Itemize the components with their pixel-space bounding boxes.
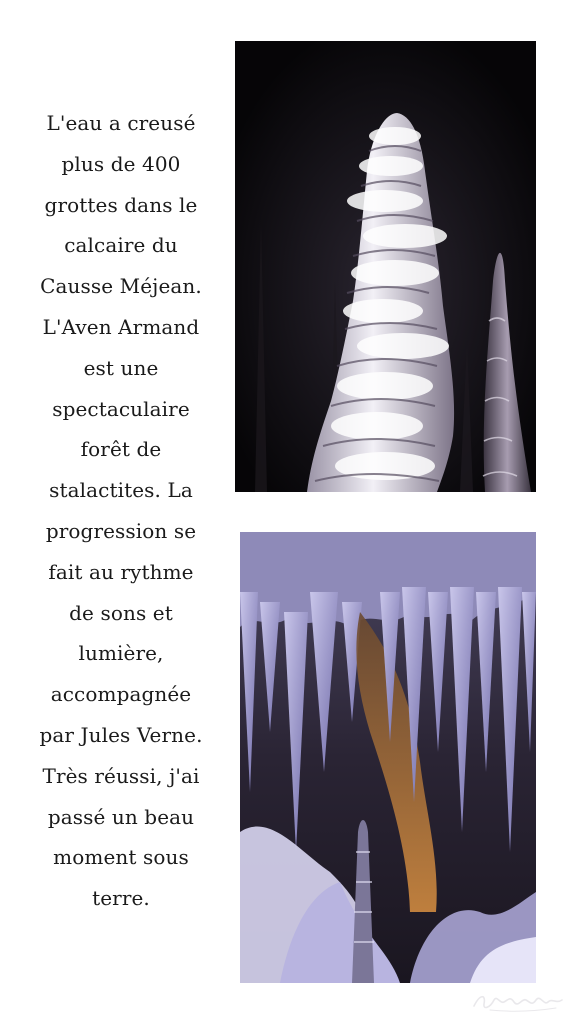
caption-line: par Jules Verne. bbox=[39, 722, 203, 747]
caption-text bbox=[18, 103, 224, 919]
caption-line: passé un beau bbox=[47, 804, 195, 829]
caption-line: Causse Méjean. bbox=[40, 274, 202, 299]
caption-line: progression se bbox=[45, 518, 197, 543]
caption-line: lumière, bbox=[78, 641, 164, 666]
caption-line: calcaire du bbox=[64, 233, 178, 258]
caption-line: terre. bbox=[92, 886, 150, 911]
caption-line: grottes dans le bbox=[44, 192, 198, 217]
caption-line: Très réussi, j'ai bbox=[42, 763, 200, 788]
caption-line: L'eau a creusé bbox=[46, 111, 196, 135]
caption-line: plus de 400 bbox=[61, 151, 181, 176]
caption-line: est une bbox=[83, 355, 159, 380]
stalagmite-image bbox=[235, 41, 536, 492]
caption-line: forêt de bbox=[80, 437, 162, 462]
signature-logo bbox=[470, 988, 566, 1014]
caption-line: de sons et bbox=[69, 600, 173, 625]
signature-logo-graphic bbox=[470, 988, 566, 1014]
caption-line: moment sous bbox=[53, 845, 189, 870]
stalagmite-photo bbox=[235, 41, 536, 492]
caption-line: L'Aven Armand bbox=[42, 314, 200, 339]
caption-line: accompagnée bbox=[50, 682, 192, 707]
caption-line: fait au rythme bbox=[48, 559, 194, 584]
stalactite-image bbox=[240, 532, 536, 983]
caption-line: stalactites. La bbox=[49, 478, 193, 503]
stalactite-photo bbox=[240, 532, 536, 983]
caption-line: spectaculaire bbox=[52, 396, 190, 421]
